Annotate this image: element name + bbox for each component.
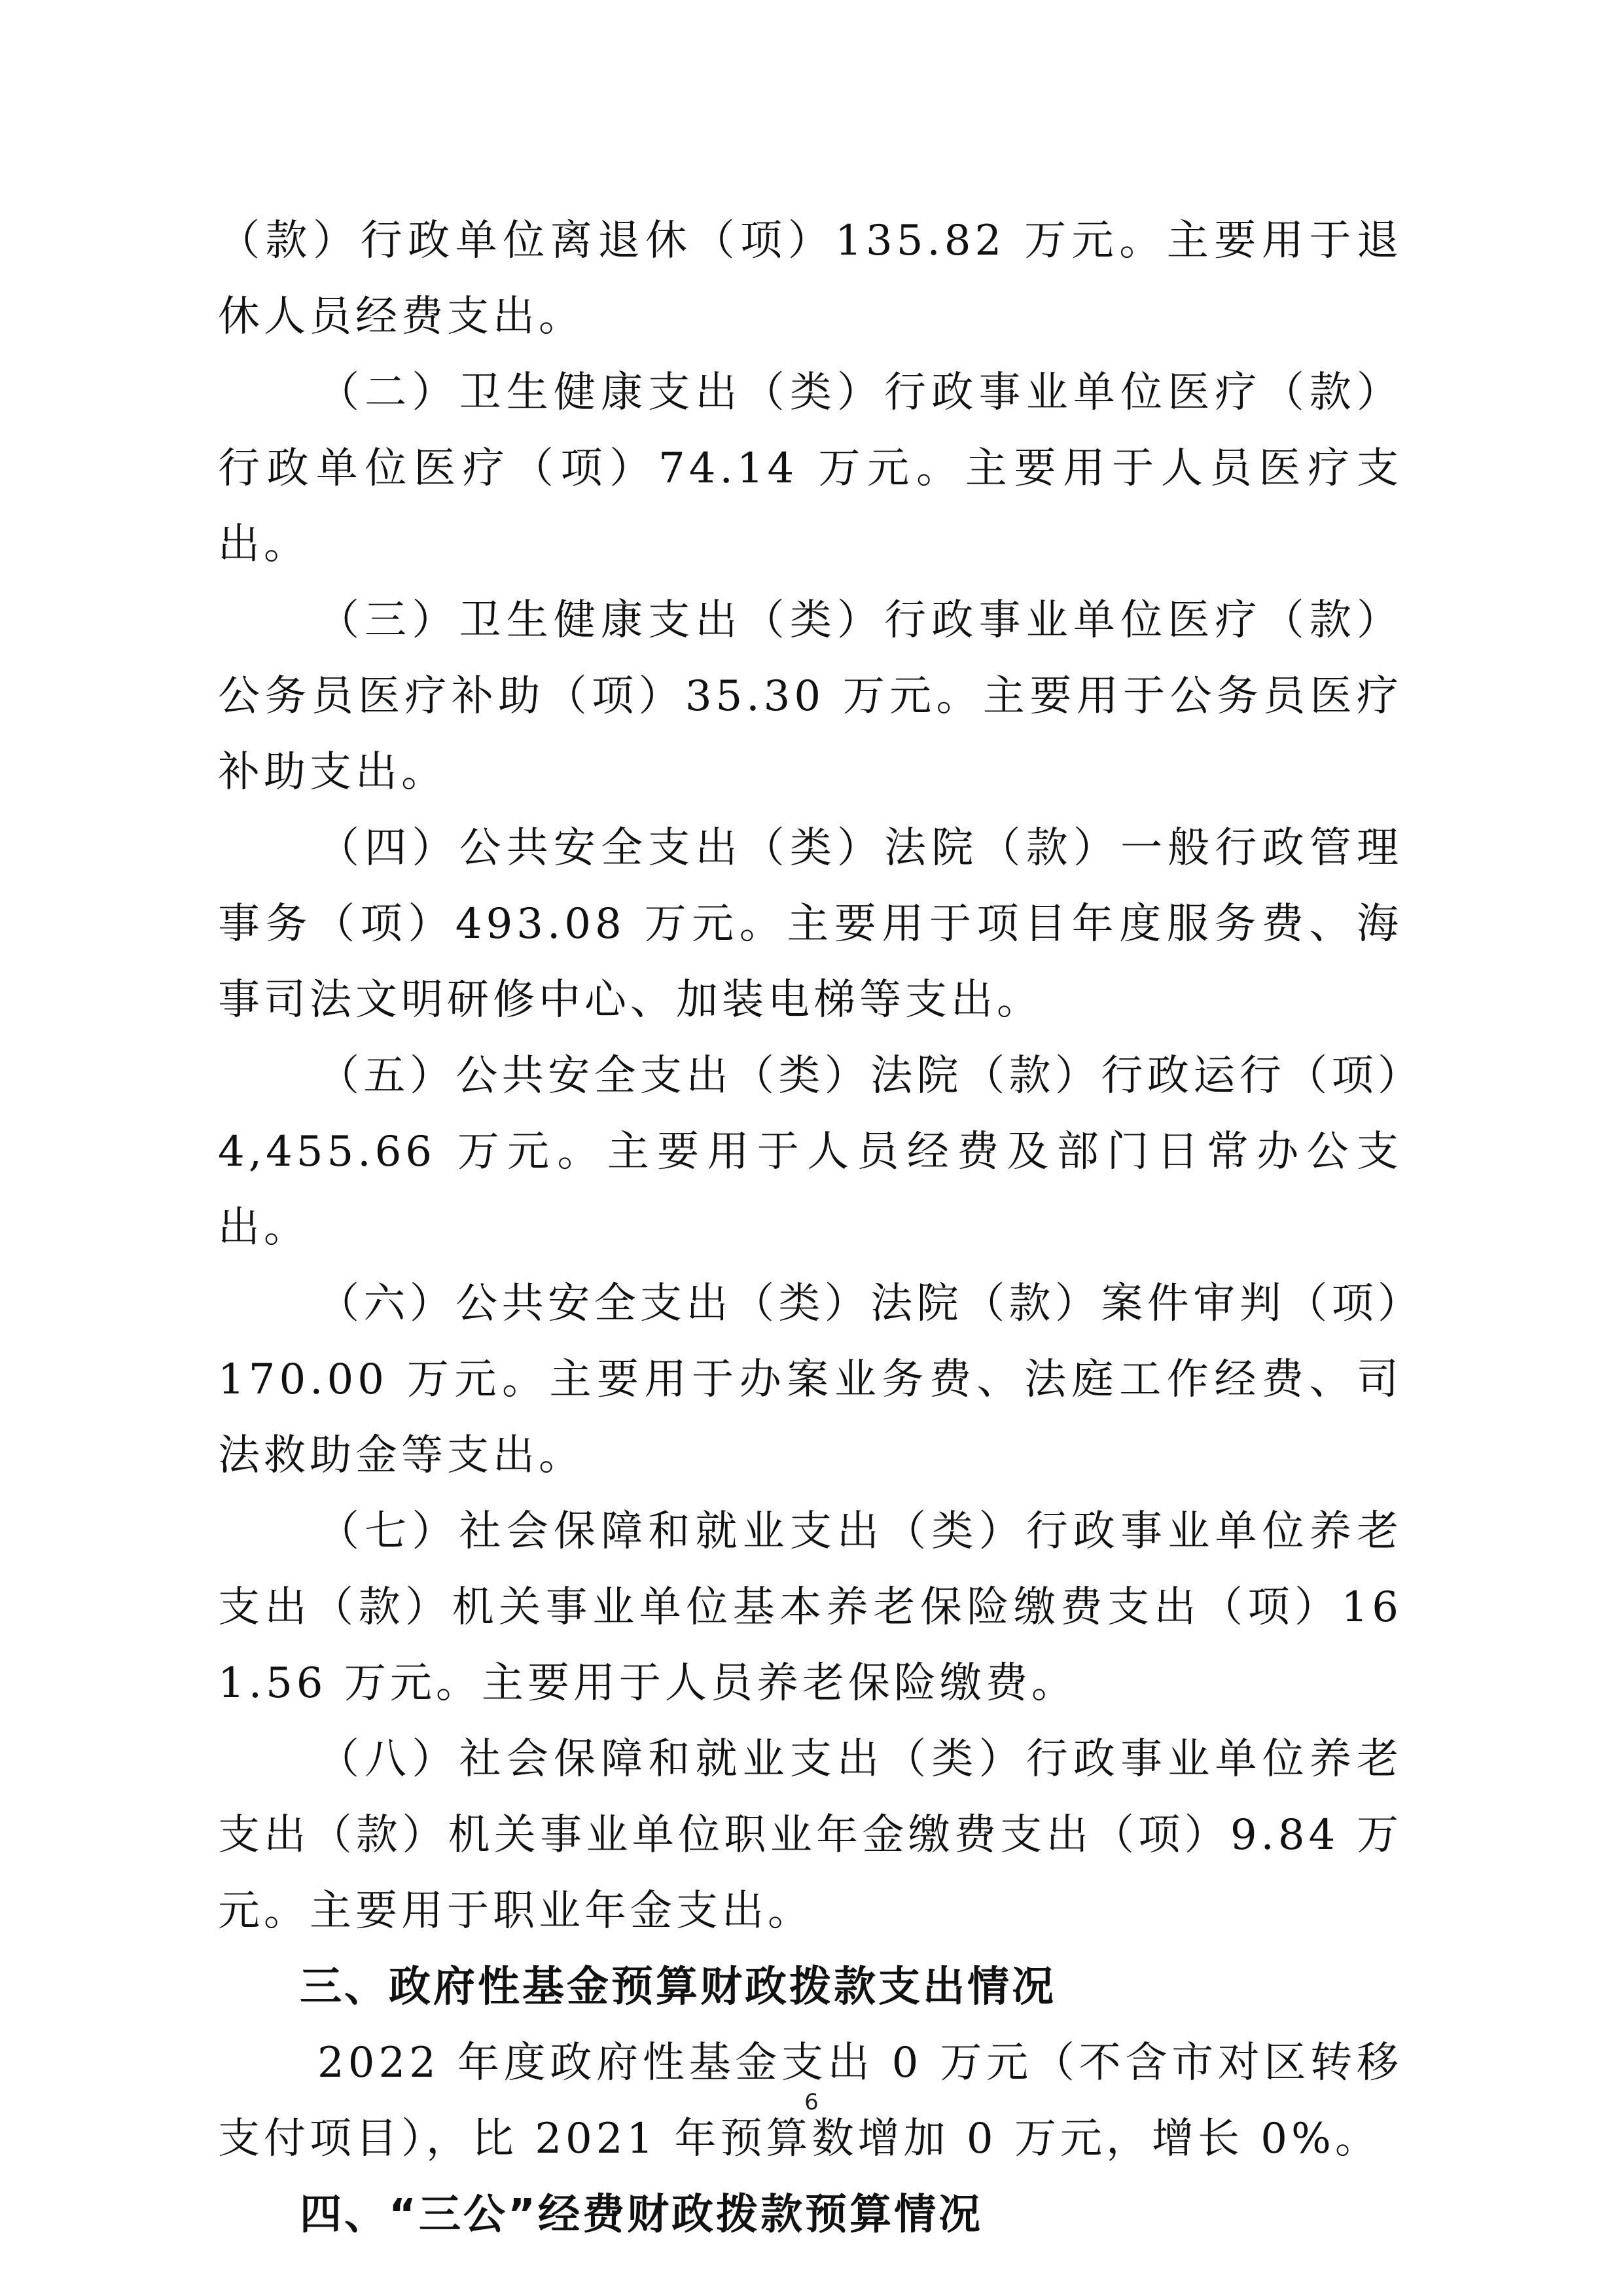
paragraph-civil-servant-medical-subsidy: （三）卫生健康支出（类）行政事业单位医疗（款）公务员医疗补助（项）35.30 万元。主要用于公务员医疗补助支出。 [218, 596, 1402, 797]
paragraph-retiree-expense: （款）行政单位离退休（项）135.82 万元。主要用于退休人员经费支出。 [218, 217, 1402, 341]
paragraph-government-fund-expense: 2022 年度政府性基金支出 0 万元（不含市对区转移支付项目），比 2021 年预算数增加 0 万元，增长 0%。 [218, 2039, 1402, 2163]
paragraph-general-admin-affairs: （四）公共安全支出（类）法院（款）一般行政管理事务（项）493.08 万元。主要用于项目年度服务费、海事司法文明研修中心、加装电梯等支出。 [218, 824, 1402, 1024]
page-number: 6 [804, 2089, 819, 2115]
paragraph-occupational-annuity: （八）社会保障和就业支出（类）行政事业单位养老支出（款）机关事业单位职业年金缴费支出（项）9.84 万元。主要用于职业年金支出。 [218, 1735, 1402, 1935]
section-heading-government-fund: 三、政府性基金预算财政拨款支出情况 [300, 1963, 1056, 2011]
document-body [218, 203, 1402, 2253]
section-heading-three-public-expenses: 四、“三公”经费财政拨款预算情况 [300, 2191, 984, 2239]
paragraph-admin-medical: （二）卫生健康支出（类）行政事业单位医疗（款）行政单位医疗（项）74.14 万元。主要用于人员医疗支出。 [218, 368, 1402, 569]
paragraph-basic-pension-insurance: （七）社会保障和就业支出（类）行政事业单位养老支出（款）机关事业单位基本养老保险缴费支出（项）161.56 万元。主要用于人员养老保险缴费。 [218, 1507, 1402, 1708]
paragraph-case-trial: （六）公共安全支出（类）法院（款）案件审判（项）170.00 万元。主要用于办案业务费、法庭工作经费、司法救助金等支出。 [218, 1280, 1402, 1480]
paragraph-admin-operation: （五）公共安全支出（类）法院（款）行政运行（项）4,455.66 万元。主要用于人员经费及部门日常办公支出。 [218, 1052, 1402, 1252]
